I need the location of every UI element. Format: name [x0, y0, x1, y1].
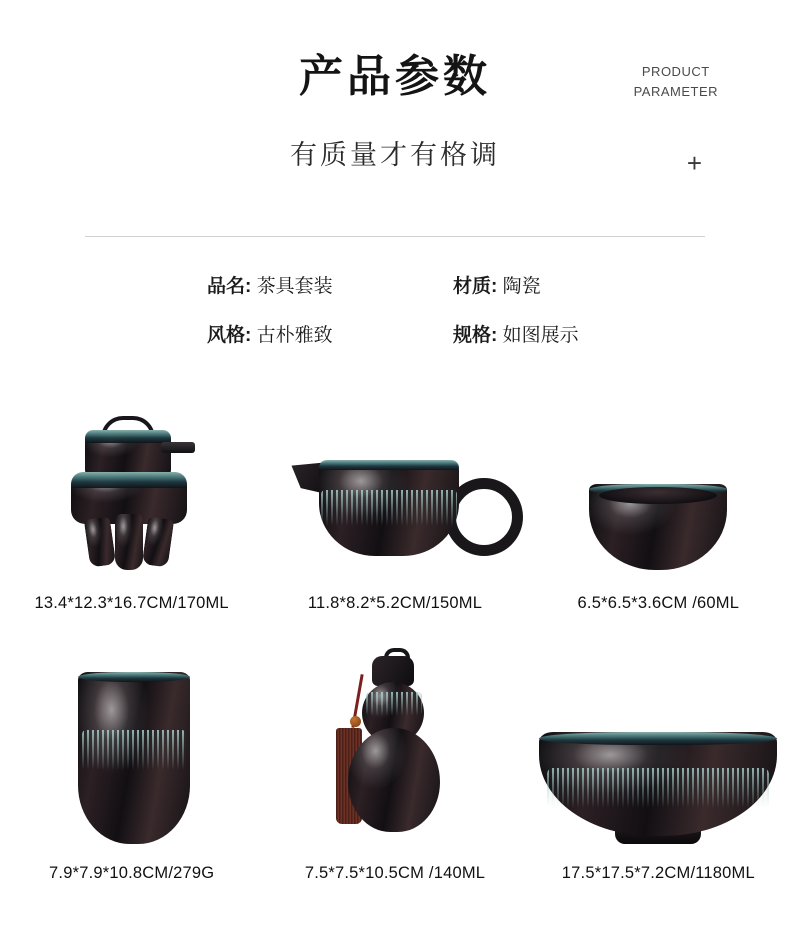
spec-value: 如图展示 — [502, 324, 579, 346]
spec-key: 风格: — [207, 324, 252, 346]
page-header — [0, 0, 790, 178]
bowl-glaze-streaks — [547, 768, 769, 808]
product-caption: 11.8*8.2*5.2CM/150ML — [307, 593, 483, 612]
product-grid — [0, 383, 790, 883]
product-cell-tea-cup — [527, 383, 790, 613]
spec-row-size — [395, 320, 705, 347]
spec-value: 茶具套装 — [256, 275, 333, 297]
dispenser-leg-left — [83, 516, 115, 567]
spec-table — [85, 271, 705, 347]
spec-row-style — [85, 320, 395, 347]
product-cell-gourd-tea-caddy — [263, 613, 526, 883]
dispenser-spout — [161, 442, 195, 453]
product-image-gourd-tea-caddy — [263, 645, 526, 850]
dispenser-leg-right — [141, 516, 173, 567]
gourd-glaze-streaks — [366, 692, 422, 716]
product-image-wide-tea-bowl — [527, 700, 790, 850]
pitcher-glaze-streaks — [321, 490, 457, 526]
page-title-english — [634, 62, 718, 101]
spec-value: 陶瓷 — [502, 275, 541, 297]
page-subtitle: 有质量才有格调 — [290, 139, 500, 170]
dispenser-leg-center — [115, 514, 143, 570]
tassel-bead — [350, 716, 361, 727]
product-caption: 17.5*17.5*7.2CM/1180ML — [561, 863, 755, 882]
spec-row-material — [395, 271, 705, 298]
dispenser-top-rim — [85, 430, 171, 443]
bowl-rim — [539, 732, 777, 745]
pitcher-rim — [319, 460, 459, 470]
page-title-english-line1: PRODUCT — [641, 64, 710, 79]
product-image-fair-cup-pitcher — [263, 410, 526, 580]
page-title-english-line2: PARAMETER — [633, 83, 718, 99]
dispenser-base-rim — [71, 472, 187, 488]
product-caption: 13.4*12.3*16.7CM/170ML — [34, 593, 229, 612]
tall-cup-rim — [78, 672, 190, 682]
spec-key: 品名: — [207, 275, 252, 297]
product-image-tea-cup — [527, 410, 790, 580]
spec-row-product-name — [85, 271, 395, 298]
product-cell-stone-mill-dispenser — [0, 383, 263, 613]
product-caption: 7.5*7.5*10.5CM /140ML — [304, 863, 486, 882]
product-caption: 7.9*7.9*10.8CM/279G — [49, 863, 215, 882]
product-cell-fair-cup-pitcher — [263, 383, 526, 613]
tall-cup-glaze-streaks — [82, 730, 186, 770]
gourd-lower-body — [348, 728, 440, 832]
spec-key: 材质: — [453, 275, 498, 297]
tea-cup-interior — [599, 487, 717, 504]
page-title: 产品参数 — [299, 52, 491, 101]
product-caption: 6.5*6.5*3.6CM /60ML — [577, 593, 740, 612]
product-cell-tall-cup — [0, 613, 263, 883]
spec-value: 古朴雅致 — [256, 324, 333, 346]
product-image-tall-cup — [0, 660, 263, 850]
product-image-stone-mill-dispenser — [0, 410, 263, 580]
plus-icon: + — [686, 148, 702, 178]
spec-key: 规格: — [453, 324, 498, 346]
header-divider — [85, 236, 705, 237]
product-cell-wide-tea-bowl — [527, 613, 790, 883]
